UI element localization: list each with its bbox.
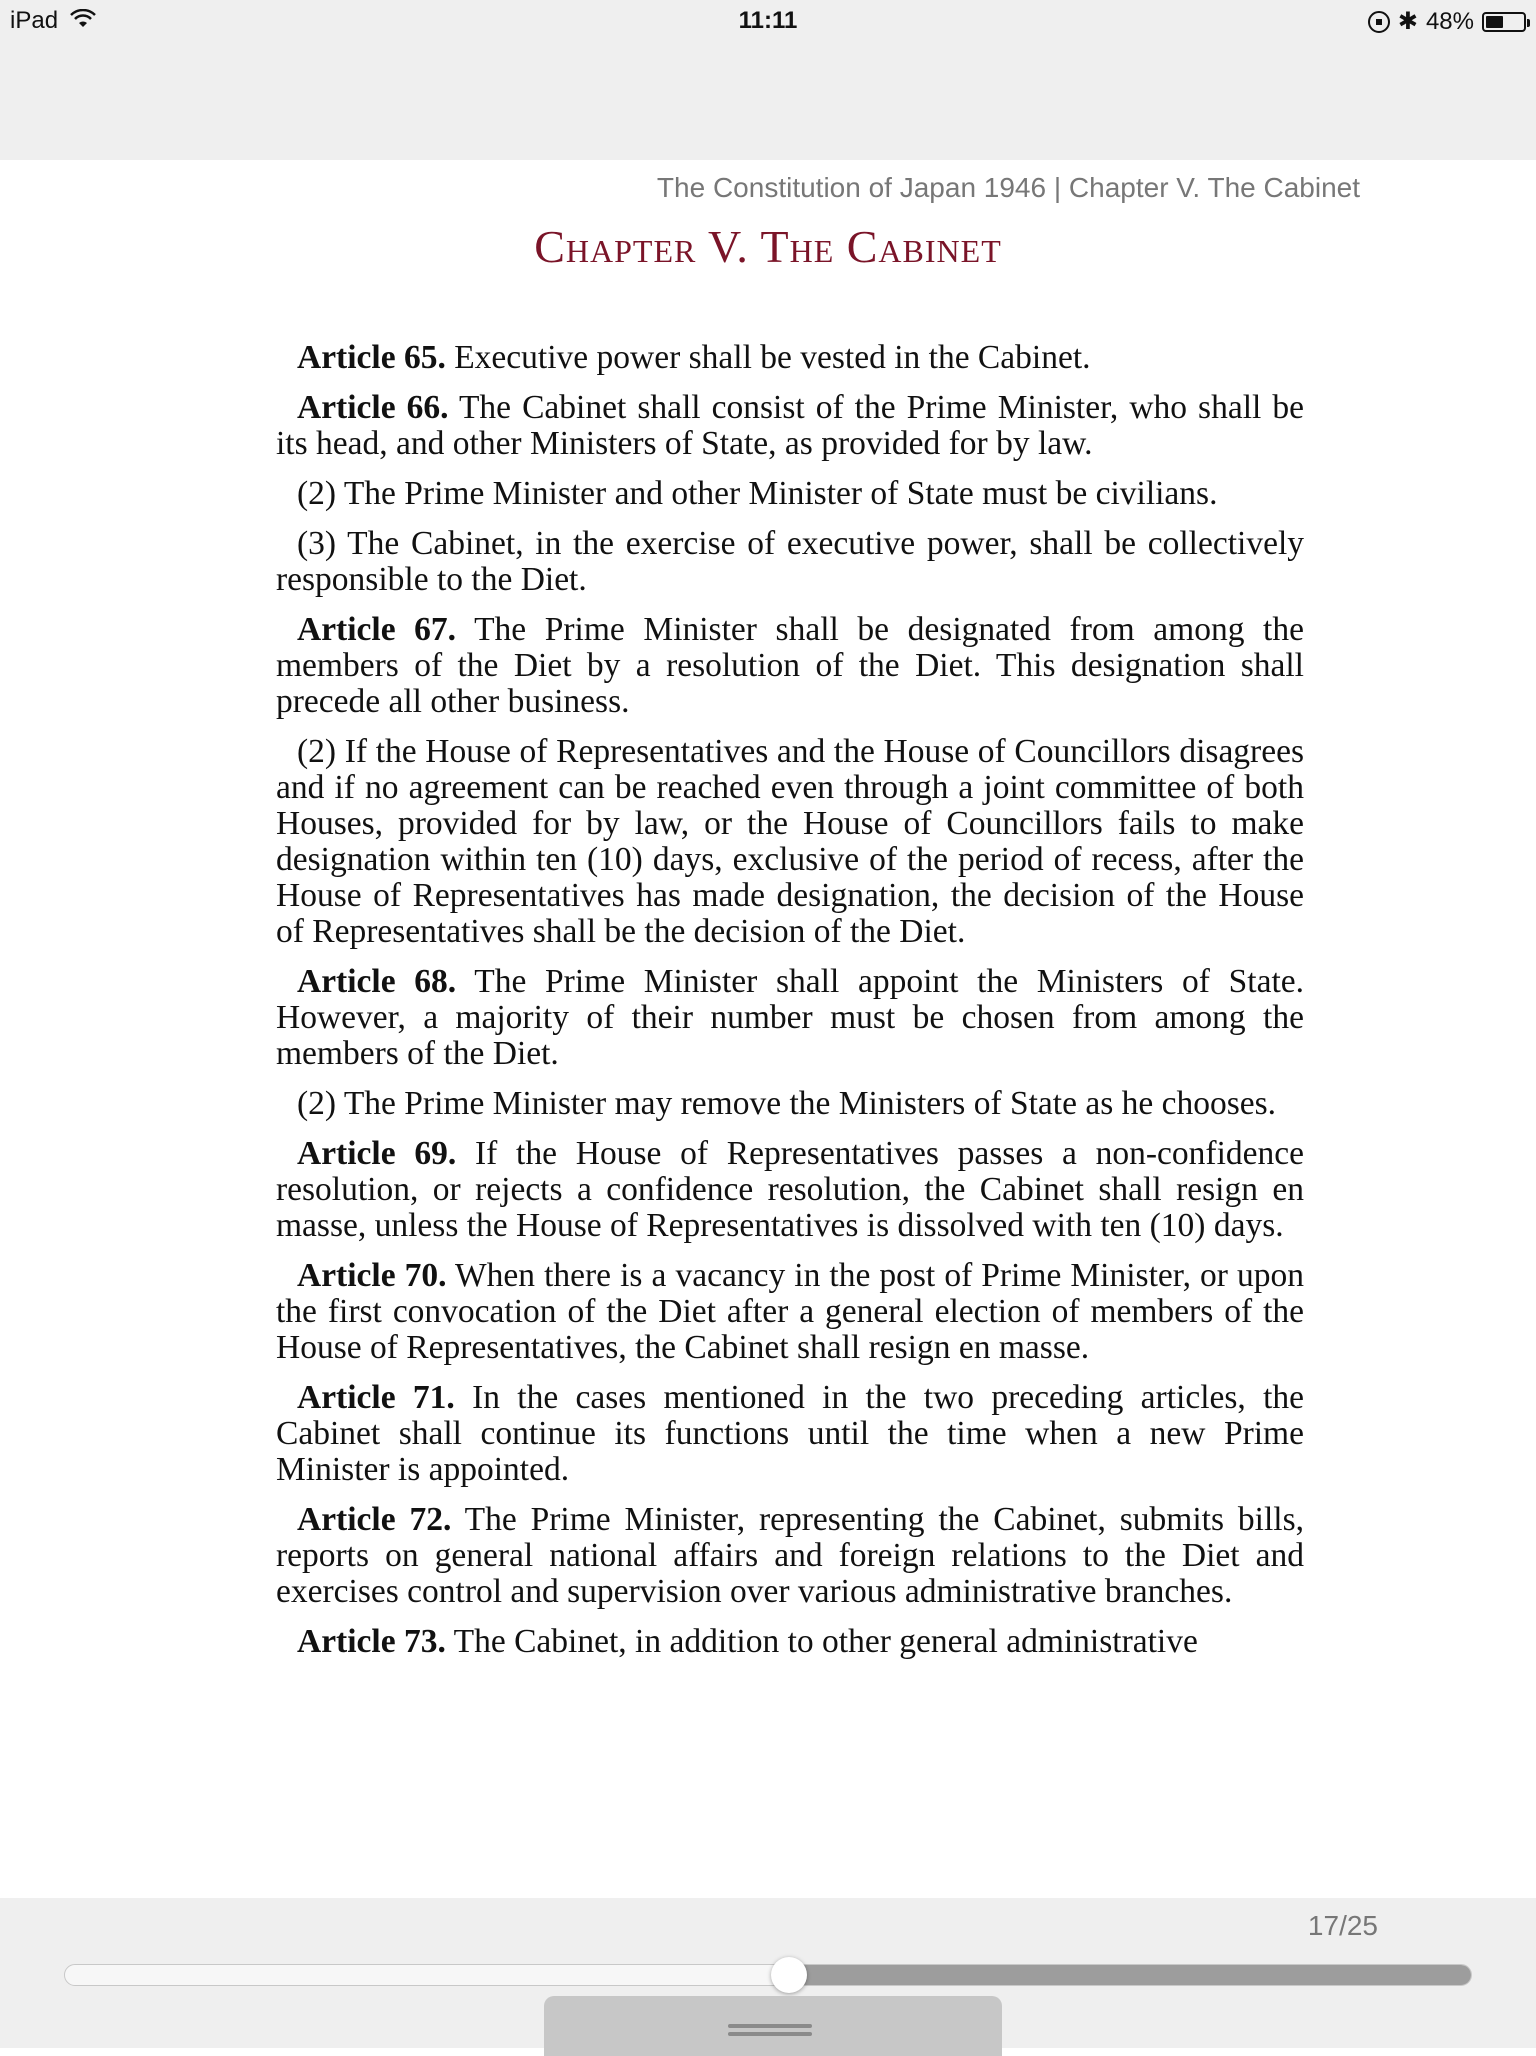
paragraph-text: The Prime Minister shall be designated from among the members of the Diet by a resolution of the Diet. This designation shall precede all other business.: [276, 611, 1304, 720]
running-head: The Constitution of Japan 1946 | Chapter V. The Cabinet: [656, 172, 1360, 203]
paragraph-text: The Prime Minister shall appoint the Ministers of State. However, a majority of their number must be chosen from among the members of the Diet.: [276, 963, 1304, 1072]
paragraph-text: (2) If the House of Representatives and the House of Councillors disagrees and if no agreement can be reached even through a joint committee of both Houses, provided for by law, or the House of Councillors fails to make designation within ten (10) days, exclusive of the period of recess, after the House of Representatives has made designation, the decision of the House of Representatives shall be the decision of the Diet.: [276, 733, 1304, 950]
article-paragraph: [276, 340, 1304, 376]
grip-line: [728, 2032, 812, 2036]
article-paragraph: [276, 612, 1304, 720]
article-number: Article 67.: [297, 611, 457, 648]
battery-icon: [1482, 12, 1526, 32]
paragraph-text: (2) The Prime Minister may remove the Ministers of State as he chooses.: [297, 1085, 1277, 1122]
clock: 11:11: [738, 7, 798, 34]
clause-paragraph: [276, 526, 1304, 598]
paragraph-text: (2) The Prime Minister and other Minister of State must be civilians.: [297, 475, 1218, 512]
device-name: iPad: [10, 7, 59, 34]
article-number: Article 68.: [297, 963, 457, 1000]
page-indicator: 17/25: [1307, 1910, 1378, 1941]
battery-percent: 48%: [1425, 7, 1474, 35]
paragraph-text: Executive power shall be vested in the Cabinet.: [454, 339, 1091, 376]
rotation-lock-icon: [1368, 11, 1390, 33]
bluetooth-icon: ✱: [1397, 8, 1418, 35]
drawer-handle[interactable]: [544, 1996, 1002, 2056]
page-slider-track[interactable]: [64, 1964, 1472, 1986]
article-paragraph: [276, 964, 1304, 1072]
chapter-title: Chapter V. The Cabinet: [534, 221, 1002, 272]
article-number: Article 65.: [297, 339, 446, 376]
paragraph-text: In the cases mentioned in the two preceding articles, the Cabinet shall continue its functions until the time when a new Prime Minister is appointed.: [276, 1379, 1305, 1488]
status-bar: [0, 0, 1536, 42]
article-paragraph: [276, 1258, 1304, 1366]
clause-paragraph: [276, 476, 1304, 512]
page-body: [276, 340, 1304, 1674]
article-paragraph: [276, 390, 1304, 462]
article-number: Article 72.: [297, 1501, 452, 1538]
page-slider-thumb[interactable]: [771, 1957, 807, 1993]
clause-paragraph: [276, 1086, 1304, 1122]
battery-fill: [1486, 16, 1503, 28]
page-slider-remaining: [790, 1965, 1471, 1985]
grip-line: [728, 2024, 812, 2028]
article-number: Article 69.: [297, 1135, 457, 1172]
article-paragraph: [276, 1136, 1304, 1244]
article-number: Article 71.: [297, 1379, 455, 1416]
paragraph-text: If the House of Representatives passes a non-confidence resolution, or rejects a confidence resolution, the Cabinet shall resign en masse, unless the House of Representatives is dissolved with ten (10) days.: [276, 1135, 1304, 1244]
paragraph-text: When there is a vacancy in the post of Prime Minister, or upon the first convocation of the Diet after a general election of members of the House of Representatives, the Cabinet shall resign en masse.: [276, 1257, 1305, 1366]
paragraph-text: (3) The Cabinet, in the exercise of executive power, shall be collectively responsible to the Diet.: [276, 525, 1304, 598]
article-number: Article 70.: [297, 1257, 447, 1294]
paragraph-text: The Cabinet, in addition to other general administrative: [453, 1623, 1198, 1660]
article-number: Article 73.: [297, 1623, 446, 1660]
paragraph-text: The Prime Minister, representing the Cabinet, submits bills, reports on general national affairs and foreign relations to the Diet and exercises control and supervision over various administrative branches.: [276, 1501, 1304, 1610]
article-number: Article 66.: [297, 389, 449, 426]
article-paragraph: [276, 1624, 1304, 1660]
article-paragraph: [276, 1380, 1304, 1488]
paragraph-text: The Cabinet shall consist of the Prime Minister, who shall be its head, and other Ministers of State, as provided for by law.: [276, 389, 1304, 462]
clause-paragraph: [276, 734, 1304, 950]
article-paragraph: [276, 1502, 1304, 1610]
